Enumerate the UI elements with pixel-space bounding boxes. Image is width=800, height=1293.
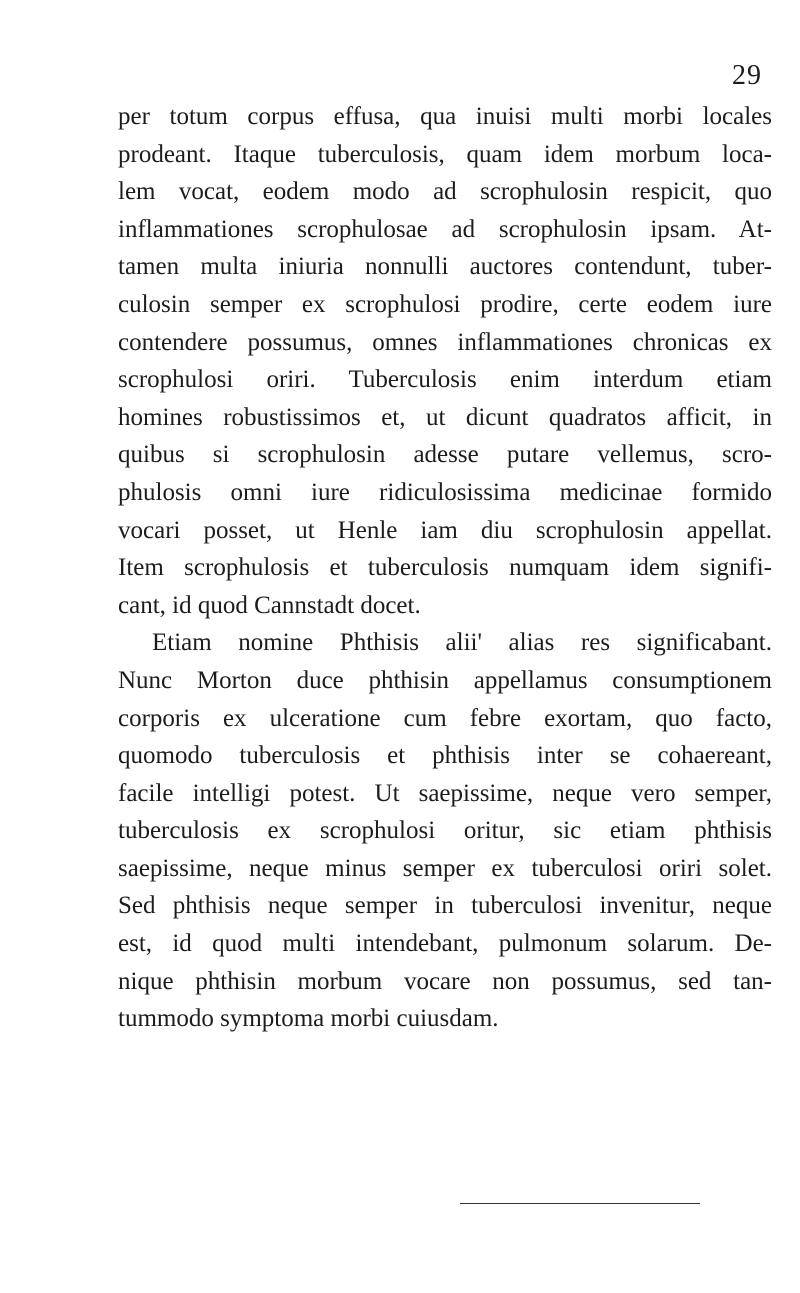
footer-rule: [460, 1203, 700, 1204]
text-line: Etiam nomine Phthisis alii' alias res significabant.: [152, 629, 772, 657]
text-line: quibus si scrophulosin adesse putare vellemus, scro-: [118, 441, 772, 469]
text-line: facile intelligi potest. Ut saepissime, neque vero semper,: [118, 779, 772, 807]
text-line: quomodo tuberculosis et phthisis inter se cohaereant,: [118, 742, 772, 770]
text-line: saepissime, neque minus semper ex tuberculosi oriri solet.: [118, 854, 772, 882]
page-number: 29: [732, 60, 762, 91]
text-line: Nunc Morton duce phthisin appellamus consumptionem: [118, 666, 772, 694]
text-line: homines robustissimos et, ut dicunt quadratos afficit, in: [118, 403, 772, 431]
text-line: prodeant. Itaque tuberculosis, quam idem morbum loca-: [118, 140, 772, 168]
text-line: tummodo symptoma morbi cuiusdam.: [118, 1005, 499, 1033]
text-line: tuberculosis ex scrophulosi oritur, sic etiam phthisis: [118, 817, 772, 845]
text-line: per totum corpus effusa, qua inuisi multi morbi locales: [118, 103, 772, 130]
text-line: culosin semper ex scrophulosi prodire, certe eodem iure: [118, 290, 772, 318]
text-line: phulosis omni iure ridiculosissima medicinae formido: [118, 478, 772, 506]
text-line: cant, id quod Cannstadt docet.: [118, 591, 421, 619]
text-line: lem vocat, eodem modo ad scrophulosin respicit, quo: [118, 178, 772, 206]
text-line: tamen multa iniuria nonnulli auctores contendunt, tuber-: [118, 253, 772, 281]
text-line: inflammationes scrophulosae ad scrophulosin ipsam. At-: [118, 215, 772, 243]
text-line: scrophulosi oriri. Tuberculosis enim interdum etiam: [118, 366, 772, 394]
text-line: nique phthisin morbum vocare non possumus, sed tan-: [118, 967, 772, 995]
paragraph-2: [118, 624, 772, 1038]
text-line: contendere possumus, omnes inflammationes chronicas ex: [118, 328, 772, 356]
text-line: Sed phthisis neque semper in tuberculosi invenitur, neque: [118, 892, 772, 920]
text-line: Item scrophulosis et tuberculosis numquam idem signifi-: [118, 554, 772, 582]
text-line: corporis ex ulceratione cum febre exortam, quo facto,: [118, 704, 772, 732]
text-line: est, id quod multi intendebant, pulmonum solarum. De-: [118, 930, 772, 958]
paragraph-1: [118, 98, 772, 624]
body-text: [118, 98, 772, 1038]
text-line: vocari posset, ut Henle iam diu scrophulosin appellat.: [118, 516, 772, 544]
